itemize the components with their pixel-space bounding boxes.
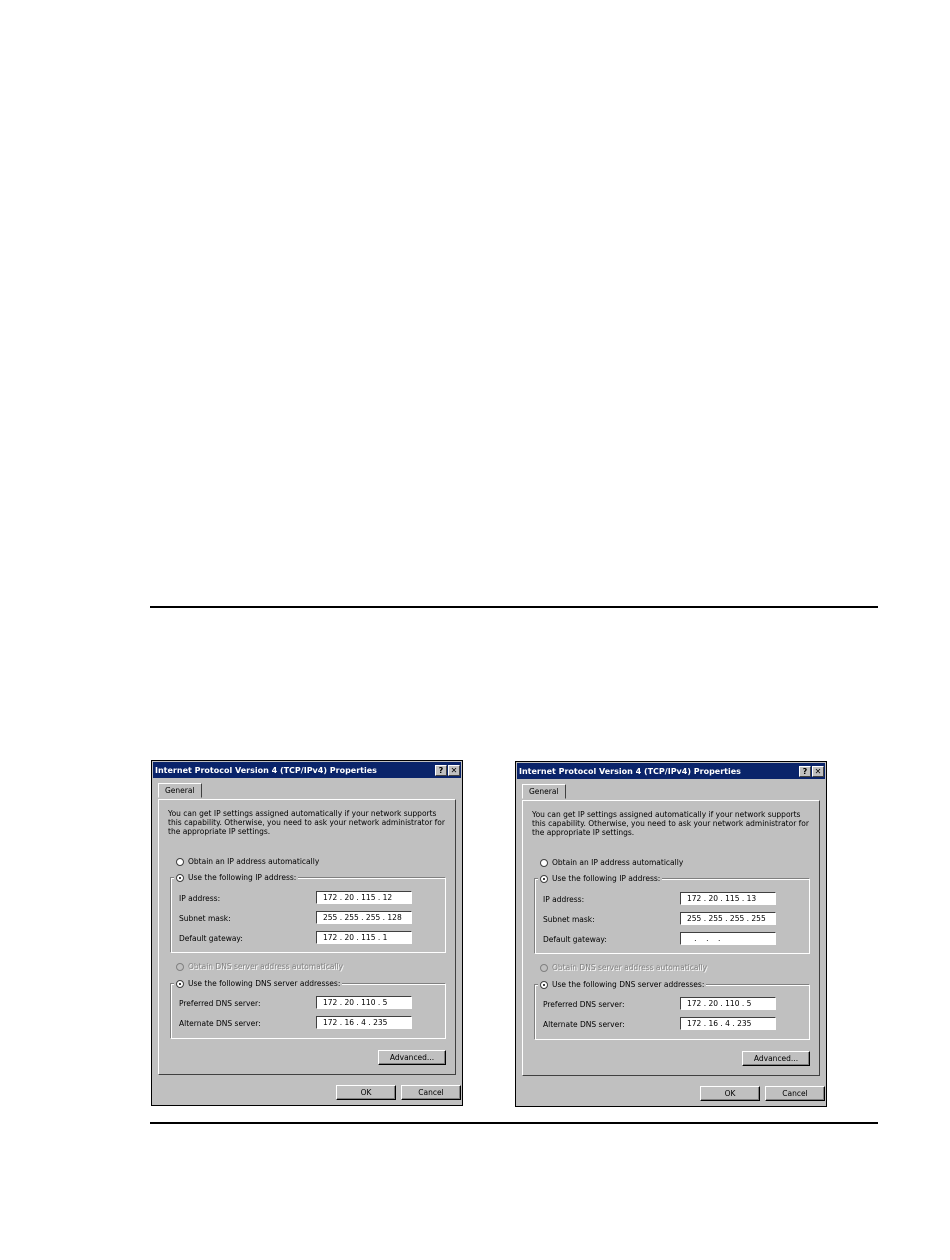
ip-address-field[interactable]: 172 . 20 . 115 . 12 (316, 891, 412, 904)
use-following-ip-radio[interactable] (174, 873, 298, 882)
ip-address-label: IP address: (179, 894, 221, 903)
ok-button[interactable]: OK (700, 1086, 760, 1101)
preferred-dns-field[interactable]: 172 . 20 . 110 . 5 (680, 997, 776, 1010)
title-bar[interactable] (153, 762, 461, 778)
radio-label: Use the following DNS server addresses: (188, 979, 341, 988)
description-text: You can get IP settings assigned automatically if your network supports this capability. Otherwise, you need to ask your network administrator for the appropriate IP settings. (168, 809, 445, 836)
help-button[interactable]: ? (435, 765, 447, 776)
obtain-dns-auto-radio[interactable] (176, 962, 343, 971)
radio-label: Obtain an IP address automatically (188, 857, 320, 866)
cancel-button[interactable]: Cancel (765, 1086, 825, 1101)
description-text: You can get IP settings assigned automatically if your network supports this capability. Otherwise, you need to ask your network administrator for the appropriate IP settings. (532, 810, 809, 837)
use-following-dns-radio[interactable] (538, 980, 706, 989)
radio-circle (176, 858, 184, 866)
radio-label: Use the following IP address: (552, 874, 661, 883)
default-gateway-label: Default gateway: (543, 935, 607, 944)
alternate-dns-label: Alternate DNS server: (179, 1019, 261, 1028)
ip-address-field[interactable]: 172 . 20 . 115 . 13 (680, 892, 776, 905)
ip-address-label: IP address: (543, 895, 585, 904)
radio-label: Use the following IP address: (188, 873, 297, 882)
default-gateway-field[interactable]: 172 . 20 . 115 . 1 (316, 931, 412, 944)
subnet-mask-label: Subnet mask: (543, 915, 595, 924)
use-following-dns-radio[interactable] (174, 979, 342, 988)
top-divider-line (150, 606, 878, 608)
tcpip-properties-dialog-left (151, 760, 463, 1106)
radio-circle-selected (176, 980, 184, 988)
radio-circle-disabled (540, 964, 548, 972)
alternate-dns-field[interactable]: 172 . 16 . 4 . 235 (680, 1017, 776, 1030)
bottom-divider-line (150, 1122, 878, 1124)
radio-label: Obtain DNS server address automatically (188, 962, 344, 971)
dns-server-group (534, 984, 810, 1040)
ok-button[interactable]: OK (336, 1085, 396, 1100)
obtain-ip-auto-radio[interactable] (540, 858, 683, 867)
close-button[interactable]: ✕ (812, 766, 824, 777)
radio-circle (540, 859, 548, 867)
obtain-ip-auto-radio[interactable] (176, 857, 319, 866)
tcpip-properties-dialog-right (515, 761, 827, 1107)
alternate-dns-label: Alternate DNS server: (543, 1020, 625, 1029)
preferred-dns-field[interactable]: 172 . 20 . 110 . 5 (316, 996, 412, 1009)
tab-general[interactable]: General (522, 784, 566, 799)
help-button[interactable]: ? (799, 766, 811, 777)
close-button[interactable]: ✕ (448, 765, 460, 776)
radio-circle-selected (540, 981, 548, 989)
obtain-dns-auto-radio[interactable] (540, 963, 707, 972)
dns-server-group (170, 983, 446, 1039)
advanced-button[interactable]: Advanced... (378, 1050, 446, 1065)
preferred-dns-label: Preferred DNS server: (543, 1000, 625, 1009)
dialog-title: Internet Protocol Version 4 (TCP/IPv4) Properties (155, 765, 377, 775)
radio-label: Use the following DNS server addresses: (552, 980, 705, 989)
subnet-mask-field[interactable]: 255 . 255 . 255 . 128 (316, 911, 412, 924)
radio-circle-disabled (176, 963, 184, 971)
use-following-ip-radio[interactable] (538, 874, 662, 883)
tab-general[interactable]: General (158, 783, 202, 798)
subnet-mask-label: Subnet mask: (179, 914, 231, 923)
cancel-button[interactable]: Cancel (401, 1085, 461, 1100)
radio-circle-selected (176, 874, 184, 882)
default-gateway-field[interactable]: . . . (680, 932, 776, 945)
radio-label: Obtain DNS server address automatically (552, 963, 708, 972)
alternate-dns-field[interactable]: 172 . 16 . 4 . 235 (316, 1016, 412, 1029)
radio-circle-selected (540, 875, 548, 883)
subnet-mask-field[interactable]: 255 . 255 . 255 . 255 (680, 912, 776, 925)
radio-label: Obtain an IP address automatically (552, 858, 684, 867)
title-bar[interactable] (517, 763, 825, 779)
dialog-title: Internet Protocol Version 4 (TCP/IPv4) Properties (519, 766, 741, 776)
default-gateway-label: Default gateway: (179, 934, 243, 943)
preferred-dns-label: Preferred DNS server: (179, 999, 261, 1008)
advanced-button[interactable]: Advanced... (742, 1051, 810, 1066)
